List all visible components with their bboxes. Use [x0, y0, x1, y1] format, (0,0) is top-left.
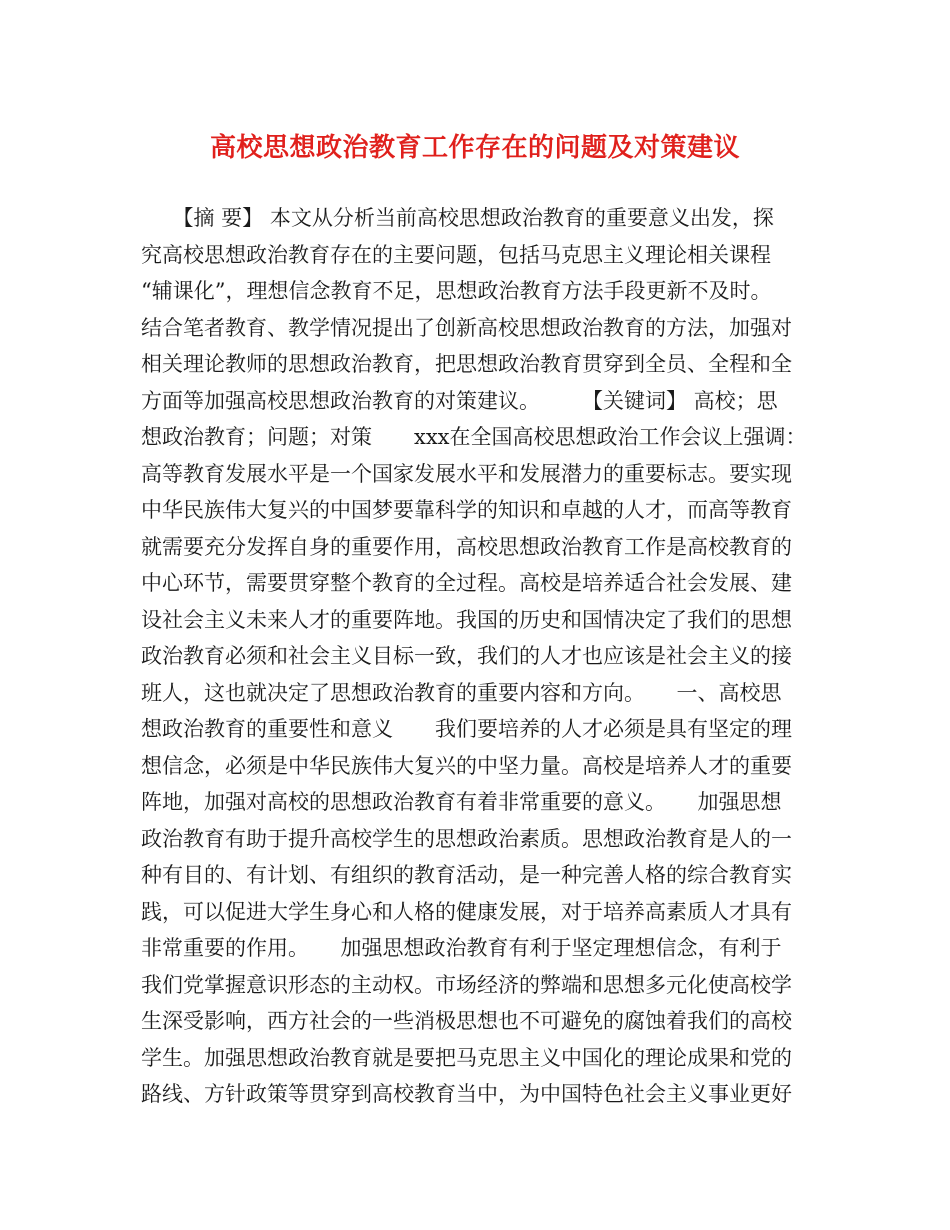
body-line: 想政治教育；问题；对策 xxx在全国高校思想政治工作会议上强调：: [141, 425, 807, 449]
body-line: 结合笔者教育、教学情况提出了创新高校思想政治教育的方法，加强对: [141, 315, 792, 340]
body-line: “辅课化”，理想信念教育不足，思想政治教育方法手段更新不及时。: [141, 279, 772, 303]
body-line: 想信念，必须是中华民族伟大复兴的中坚力量。高校是培养人才的重要: [141, 753, 792, 778]
body-line: 非常重要的作用。 加强思想政治教育有利于坚定理想信念，有利于: [141, 936, 782, 960]
body-line: 阵地，加强对高校的思想政治教育有着非常重要的意义。 加强思想: [141, 790, 782, 814]
body-line: 高等教育发展水平是一个国家发展水平和发展潜力的重要标志。要实现: [141, 461, 792, 486]
document-body: [141, 200, 811, 1113]
body-line: 班人，这也就决定了思想政治教育的重要内容和方向。 一、高校思: [141, 680, 782, 705]
body-line: 究高校思想政治教育存在的主要问题，包括马克思主义理论相关课程: [141, 242, 771, 267]
body-line: 践，可以促进大学生身心和人格的健康发展，对于培养高素质人才具有: [141, 899, 792, 924]
body-line: 我们党掌握意识形态的主动权。市场经济的弊端和思想多元化使高校学: [141, 972, 792, 997]
body-line: 路线、方针政策等贯穿到高校教育当中，为中国特色社会主义事业更好: [141, 1082, 792, 1106]
body-line: 政治教育必须和社会主义目标一致，我们的人才也应该是社会主义的接: [141, 644, 792, 668]
body-line: 学生。加强思想政治教育就是要把马克思主义中国化的理论成果和党的: [141, 1045, 792, 1070]
body-line: 政治教育有助于提升高校学生的思想政治素质。思想政治教育是人的一: [141, 826, 792, 851]
body-line: 中心环节，需要贯穿整个教育的全过程。高校是培养适合社会发展、建: [141, 571, 792, 595]
body-line: 生深受影响，西方社会的一些消极思想也不可避免的腐蚀着我们的高校: [141, 1009, 792, 1033]
body-line: 设社会主义未来人才的重要阵地。我国的历史和国情决定了我们的思想: [141, 607, 792, 632]
body-line: 想政治教育的重要性和意义 我们要培养的人才必须是具有坚定的理: [141, 717, 792, 741]
body-line: 就需要充分发挥自身的重要作用，高校思想政治教育工作是高校教育的: [141, 534, 792, 559]
body-line: 【摘 要】 本文从分析当前高校思想政治教育的重要意义出发，探: [141, 206, 774, 230]
body-line: 种有目的、有计划、有组织的教育活动，是一种完善人格的综合教育实: [141, 863, 792, 887]
body-line: 方面等加强高校思想政治教育的对策建议。 【关键词】 高校；思: [141, 388, 778, 413]
body-line: 中华民族伟大复兴的中国梦要靠科学的知识和卓越的人才，而高等教育: [141, 498, 792, 522]
document-title: 高校思想政治教育工作存在的问题及对策建议: [209, 133, 740, 163]
body-line: 相关理论教师的思想政治教育，把思想政治教育贯穿到全员、全程和全: [141, 352, 792, 376]
